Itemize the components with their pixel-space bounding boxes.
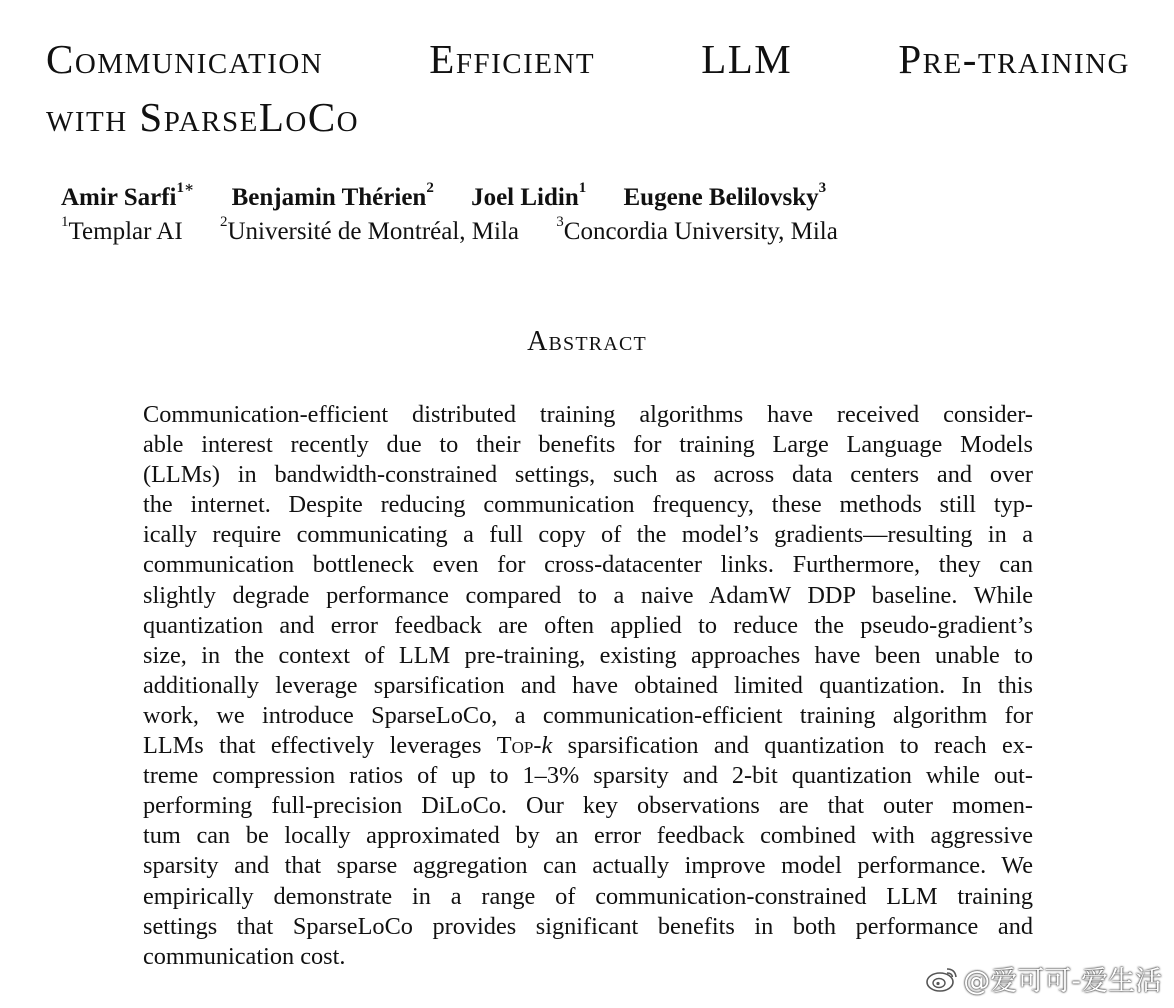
weibo-logo-icon [925,965,959,993]
affiliation [219,214,520,246]
abstract-line: (LLMs) in bandwidth-constrained settings, such as across data centers and over [143,461,1033,489]
affiliation-name: Templar AI [68,218,183,245]
abstract-line: work, we introduce SparseLoCo, a communication-efficient training algorithm for [143,701,1033,729]
abstract-line-topk [143,731,1033,761]
topk-smallcaps: Top- [496,732,542,760]
author [623,180,827,212]
abstract-line: tum can be locally approximated by an error feedback combined with aggressive [143,822,1033,850]
affiliation [61,214,183,246]
abstract-line: treme compression ratios of up to 1–3% sparsity and 2-bit quantization while out- [143,762,1033,790]
abstract-line: size, in the context of LLM pre-training, existing approaches have been unable to [143,641,1033,669]
author-name: Benjamin Thérien [231,184,427,211]
author-name: Amir Sarfi [61,184,177,211]
title-line-1: Communication Efficient LLM Pre-training [46,36,1130,82]
affiliation-list [61,214,838,246]
author-affil-mark: 2 [426,180,434,196]
abstract-line: quantization and error feedback are often applied to reduce the pseudo-gradient’s [143,611,1033,639]
affiliation [556,214,838,246]
affiliation-name: Université de Montréal, Mila [227,218,520,245]
author-affil-mark: 3 [818,180,827,196]
abstract-line: additionally leverage sparsification and have obtained limited quantization. In this [143,671,1033,699]
abstract-line: the internet. Despite reducing communication frequency, these methods still typ- [143,491,1033,519]
abstract-line: Communication-efficient distributed training algorithms have received consider- [143,401,1033,428]
watermark [925,959,1162,998]
affiliation-name: Concordia University, Mila [563,218,838,245]
affiliation-mark: 3 [556,214,564,230]
author [471,180,587,212]
abstract-body [143,400,1033,972]
author-affil-mark: 1 [578,180,587,196]
abstract-line: empirically demonstrate in a range of communication-constrained LLM training [143,882,1033,910]
affiliation-mark: 1 [61,214,69,230]
author [61,180,195,212]
abstract-line: communication bottleneck even for cross-datacenter links. Furthermore, they can [143,551,1033,579]
paper-title [46,30,1130,146]
watermark-text: @爱可可-爱生活 [963,966,1162,997]
abstract-line: communication cost. [143,942,346,970]
topk-italic-k: k [541,732,553,760]
abstract-line-part: sparsification and quantization to reach ex- [552,732,1033,760]
abstract-line-part: LLMs that effectively leverages [143,732,497,760]
author-name: Eugene Belilovsky [623,184,819,211]
abstract-line: able interest recently due to their benefits for training Large Language Models [143,431,1033,459]
author-affil-mark: 1∗ [176,180,195,196]
abstract-line: slightly degrade performance compared to a naive AdamW DDP baseline. While [143,581,1033,609]
abstract-line: settings that SparseLoCo provides significant benefits in both performance and [143,912,1033,940]
abstract-heading: Abstract [527,326,647,357]
abstract-line: performing full-precision DiLoCo. Our key observations are that outer momen- [143,792,1033,820]
author-list [61,180,827,212]
author [231,180,434,212]
affiliation-mark: 2 [219,214,228,230]
author-name: Joel Lidin [471,184,579,211]
abstract-line: ically require communicating a full copy of the model’s gradients—resulting in a [143,521,1033,549]
abstract-line: sparsity and that sparse aggregation can actually improve model performance. We [143,852,1033,880]
title-line-2: with SparseLoCo [46,94,360,140]
